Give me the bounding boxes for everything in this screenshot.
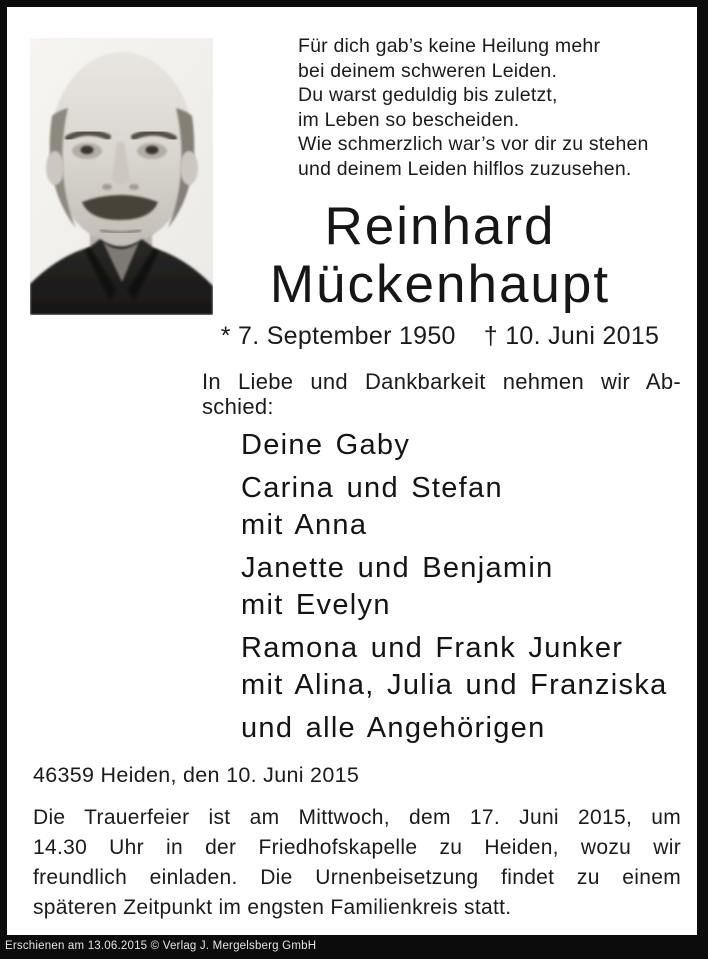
farewell-intro-line: In Liebe und Dankbarkeit nehmen wir Ab-	[202, 369, 681, 394]
verse-line: Für dich gab’s keine Heilung mehr	[298, 35, 601, 57]
mourner-group	[241, 630, 668, 704]
mourner-name: und alle Angehörigen	[241, 712, 546, 744]
life-dates	[185, 323, 695, 350]
farewell-intro-line: schied:	[202, 393, 274, 419]
funeral-line: 14.30 Uhr in der Friedhofskapelle zu Heiden, wozu wir	[33, 836, 681, 859]
farewell-intro	[202, 370, 681, 419]
death-date: † 10. Juni 2015	[483, 322, 660, 350]
mourner-name: mit Alina, Julia und Franziska	[241, 669, 668, 701]
deceased-name	[185, 198, 695, 314]
deceased-last-name: Mückenhaupt	[269, 255, 611, 314]
mourner-group	[241, 470, 668, 544]
mourner-name: Carina und Stefan	[241, 472, 503, 504]
mourner-name: Deine Gaby	[241, 429, 411, 461]
mourner-name: mit Anna	[241, 509, 368, 541]
verse-line: und deinem Leiden hilflos zuzusehen.	[298, 157, 632, 180]
imprint-footer	[5, 939, 316, 953]
mourners-list	[241, 427, 668, 753]
place-and-date: 46359 Heiden, den 10. Juni 2015	[33, 763, 360, 787]
mourner-name: Ramona und Frank Junker	[241, 632, 624, 664]
mourner-name: mit Evelyn	[241, 589, 391, 621]
funeral-line: freundlich einladen. Die Urnenbeisetzung findet zu einem	[33, 866, 681, 889]
birth-date: * 7. September 1950	[220, 322, 456, 350]
mourner-group	[241, 427, 668, 464]
mourner-group	[241, 550, 668, 624]
condolence-verse	[298, 34, 649, 181]
deceased-first-name: Reinhard	[324, 197, 556, 256]
verse-line: bei deinem schweren Leiden.	[298, 59, 558, 82]
verse-line: im Leben so bescheiden.	[298, 108, 520, 131]
funeral-announcement	[33, 803, 681, 923]
imprint-text: Erschienen am 13.06.2015 © Verlag J. Mergelsberg GmbH	[5, 940, 317, 952]
verse-line: Wie schmerzlich war’s vor dir zu stehen	[298, 133, 649, 155]
mourner-group	[241, 710, 668, 747]
verse-line: Du warst geduldig bis zuletzt,	[298, 84, 558, 106]
funeral-line: Die Trauerfeier ist am Mittwoch, dem 17. Juni 2015, um	[33, 806, 681, 829]
funeral-line: späteren Zeitpunkt im engsten Familienkreis statt.	[33, 896, 512, 919]
mourner-name: Janette und Benjamin	[241, 552, 554, 584]
